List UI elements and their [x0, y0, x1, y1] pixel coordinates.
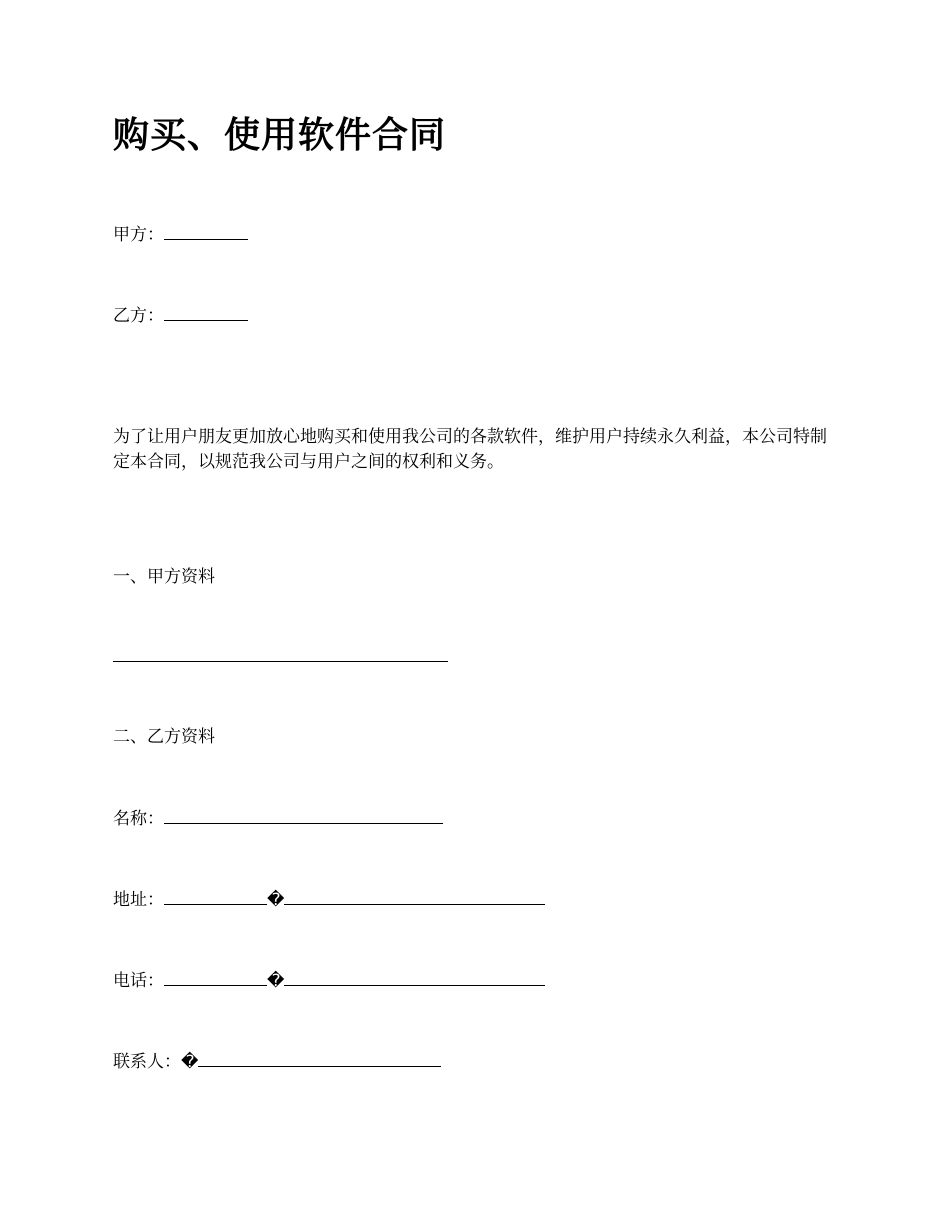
replacement-glyph: � — [267, 890, 285, 910]
address-blank-2 — [284, 887, 545, 905]
phone-blank-2 — [284, 968, 545, 986]
address-line — [113, 887, 545, 912]
party-a-line — [113, 222, 248, 247]
address-label: 地址： — [113, 890, 164, 910]
section-2-heading: 二、乙方资料 — [113, 727, 215, 747]
party-b-label: 乙方： — [113, 306, 164, 326]
name-blank — [164, 806, 443, 824]
phone-line — [113, 968, 545, 993]
phone-label: 电话： — [113, 971, 164, 991]
party-b-blank — [164, 303, 248, 321]
section-1-blank-line — [113, 661, 448, 662]
phone-blank-1 — [164, 968, 267, 986]
preamble-paragraph: 为了让用户朋友更加放心地购买和使用我公司的各款软件，维护用户持续永久利益，本公司特制定本合同，以规范我公司与用户之间的权利和义务。 — [113, 427, 827, 472]
page-title: 购买、使用软件合同 — [113, 115, 447, 156]
party-b-line — [113, 303, 248, 328]
contact-blank — [198, 1049, 441, 1067]
name-label: 名称： — [113, 809, 164, 829]
name-line — [113, 806, 443, 831]
party-a-label: 甲方： — [113, 225, 164, 245]
contact-label: 联系人： — [113, 1052, 181, 1072]
contact-line — [113, 1049, 441, 1074]
section-1-heading: 一、甲方资料 — [113, 567, 215, 587]
replacement-glyph: � — [181, 1052, 199, 1072]
party-a-blank — [164, 222, 248, 240]
address-blank-1 — [164, 887, 267, 905]
replacement-glyph: � — [267, 971, 285, 991]
